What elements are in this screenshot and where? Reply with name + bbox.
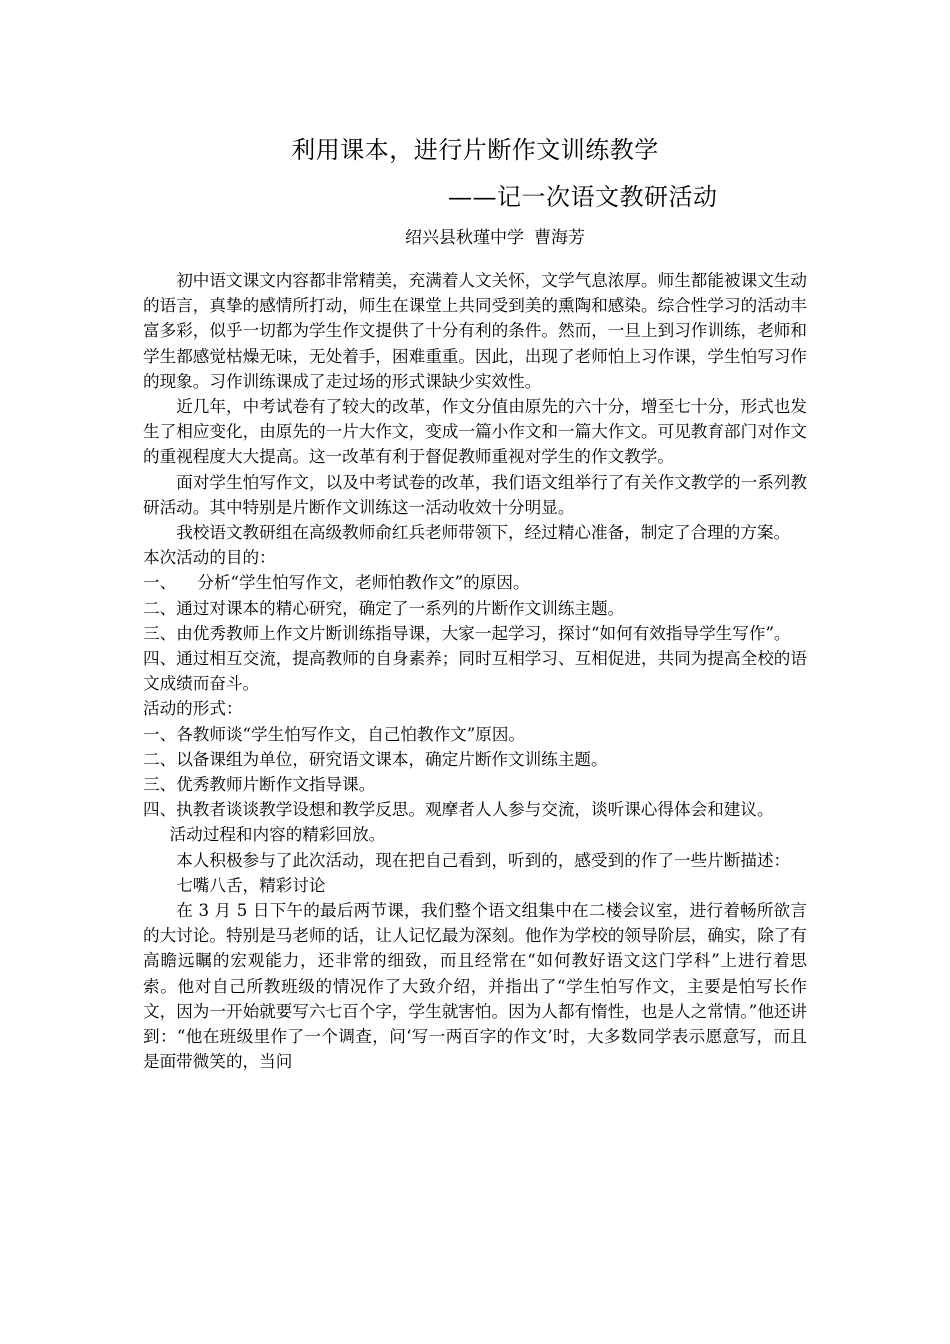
section-paragraph: 在 3 月 5 日下午的最后两节课，我们整个语文组集中在二楼会议室，进行着畅所欲言的大讨论。特别是马老师的话，让人记忆最为深刻。他作为学校的领导阶层，确实，除了有高瞻远瞩的宏观能力，还非常的细致，而且经常在“如何教好语文这门学科”上进行着思索。他对自己所教班级的情况作了大致介绍，并指出了“学生怕写作文，主要是怕写长作文，因为一开始就要写六七百个字，学生就害怕。因为人都有惰性，也是人之常情。”他还讲到：“他在班级里作了一个调查，问‘写一两百字的作文’时，大多数同学表示愿意写，而且是面带微笑的，当问	[143, 901, 807, 1072]
purpose-item	[143, 646, 807, 696]
form-item	[143, 747, 807, 772]
document-title: 利用课本，进行片断作文训练教学	[291, 136, 659, 164]
item-number: 一、	[143, 573, 198, 593]
item-text: 通过对课本的精心研究，确定了一系列的片断作文训练主题。	[176, 598, 625, 618]
form-item	[143, 772, 807, 797]
item-text: 分析“学生怕写作文，老师怕教作文”的原因。	[197, 573, 530, 593]
item-number: 三、	[143, 775, 177, 795]
author-line	[0, 225, 950, 251]
purpose-item	[143, 570, 807, 595]
item-number: 一、	[143, 724, 177, 744]
form-item	[143, 722, 807, 747]
paragraph: 面对学生怕写作文，以及中考试卷的改革，我们语文组举行了有关作文教学的一系列教研活动。其中特别是片断作文训练这一活动收效十分明显。	[143, 472, 807, 517]
document-body	[143, 268, 807, 1075]
purpose-item	[143, 596, 807, 621]
paragraph: 近几年，中考试卷有了较大的改革，作文分值由原先的六十分，增至七十分，形式也发生了相应变化，由原先的一片大作文，变成一篇小作文和一篇大作文。可见教育部门对作文的重视程度大大提高。这一改革有利于督促教师重视对学生的作文教学。	[143, 397, 807, 467]
intro-paragraph: 本人积极参与了此次活动，现在把自己看到，听到的，感受到的作了一些片断描述：	[176, 850, 791, 870]
form-item	[143, 797, 807, 822]
item-number: 二、	[143, 598, 177, 618]
item-number: 四、	[143, 649, 177, 669]
paragraph: 我校语文教研组在高级教师俞红兵老师带领下，经过精心准备，制定了合理的方案。	[176, 523, 791, 543]
author-name: 曹海芳	[534, 228, 585, 248]
purpose-heading: 本次活动的目的：	[143, 548, 276, 568]
item-text: 由优秀教师上作文片断训练指导课，大家一起学习，探讨“如何有效指导学生写作”。	[176, 623, 791, 643]
form-heading: 活动的形式：	[143, 699, 243, 719]
item-text: 优秀教师片断作文指导课。	[176, 775, 376, 795]
item-number: 三、	[143, 623, 177, 643]
review-heading: 活动过程和内容的精彩回放。	[169, 825, 386, 845]
item-text: 以备课组为单位，研究语文课本，确定片断作文训练主题。	[176, 749, 608, 769]
item-text: 各教师谈“学生怕写作文，自己怕教作文”原因。	[176, 724, 526, 744]
paragraph: 初中语文课文内容都非常精美，充满着人文关怀，文学气息浓厚。师生都能被课文生动的语言，真挚的感情所打动，师生在课堂上共同受到美的熏陶和感染。综合性学习的活动丰富多彩，似乎一切都为学生作文提供了十分有利的条件。然而，一旦上到习作训练，老师和学生都感觉枯燥无味，无处着手，困难重重。因此，出现了老师怕上习作课，学生怕写习作的现象。习作训练课成了走过场的形式课缺少实效性。	[143, 271, 807, 391]
item-text: 执教者谈谈教学设想和教学反思。观摩者人人参与交流，谈听课心得体会和建议。	[176, 800, 774, 820]
item-number: 四、	[143, 800, 177, 820]
author-school: 绍兴县秋瑾中学	[405, 228, 524, 248]
document-subtitle: ——记一次语文教研活动	[448, 183, 718, 211]
item-number: 二、	[143, 749, 177, 769]
section-title: 七嘴八舌，精彩讨论	[176, 875, 326, 895]
purpose-item	[143, 621, 807, 646]
item-text: 通过相互交流，提高教师的自身素养；同时互相学习、互相促进，共同为提高全校的语文成绩而奋斗。	[143, 649, 808, 694]
